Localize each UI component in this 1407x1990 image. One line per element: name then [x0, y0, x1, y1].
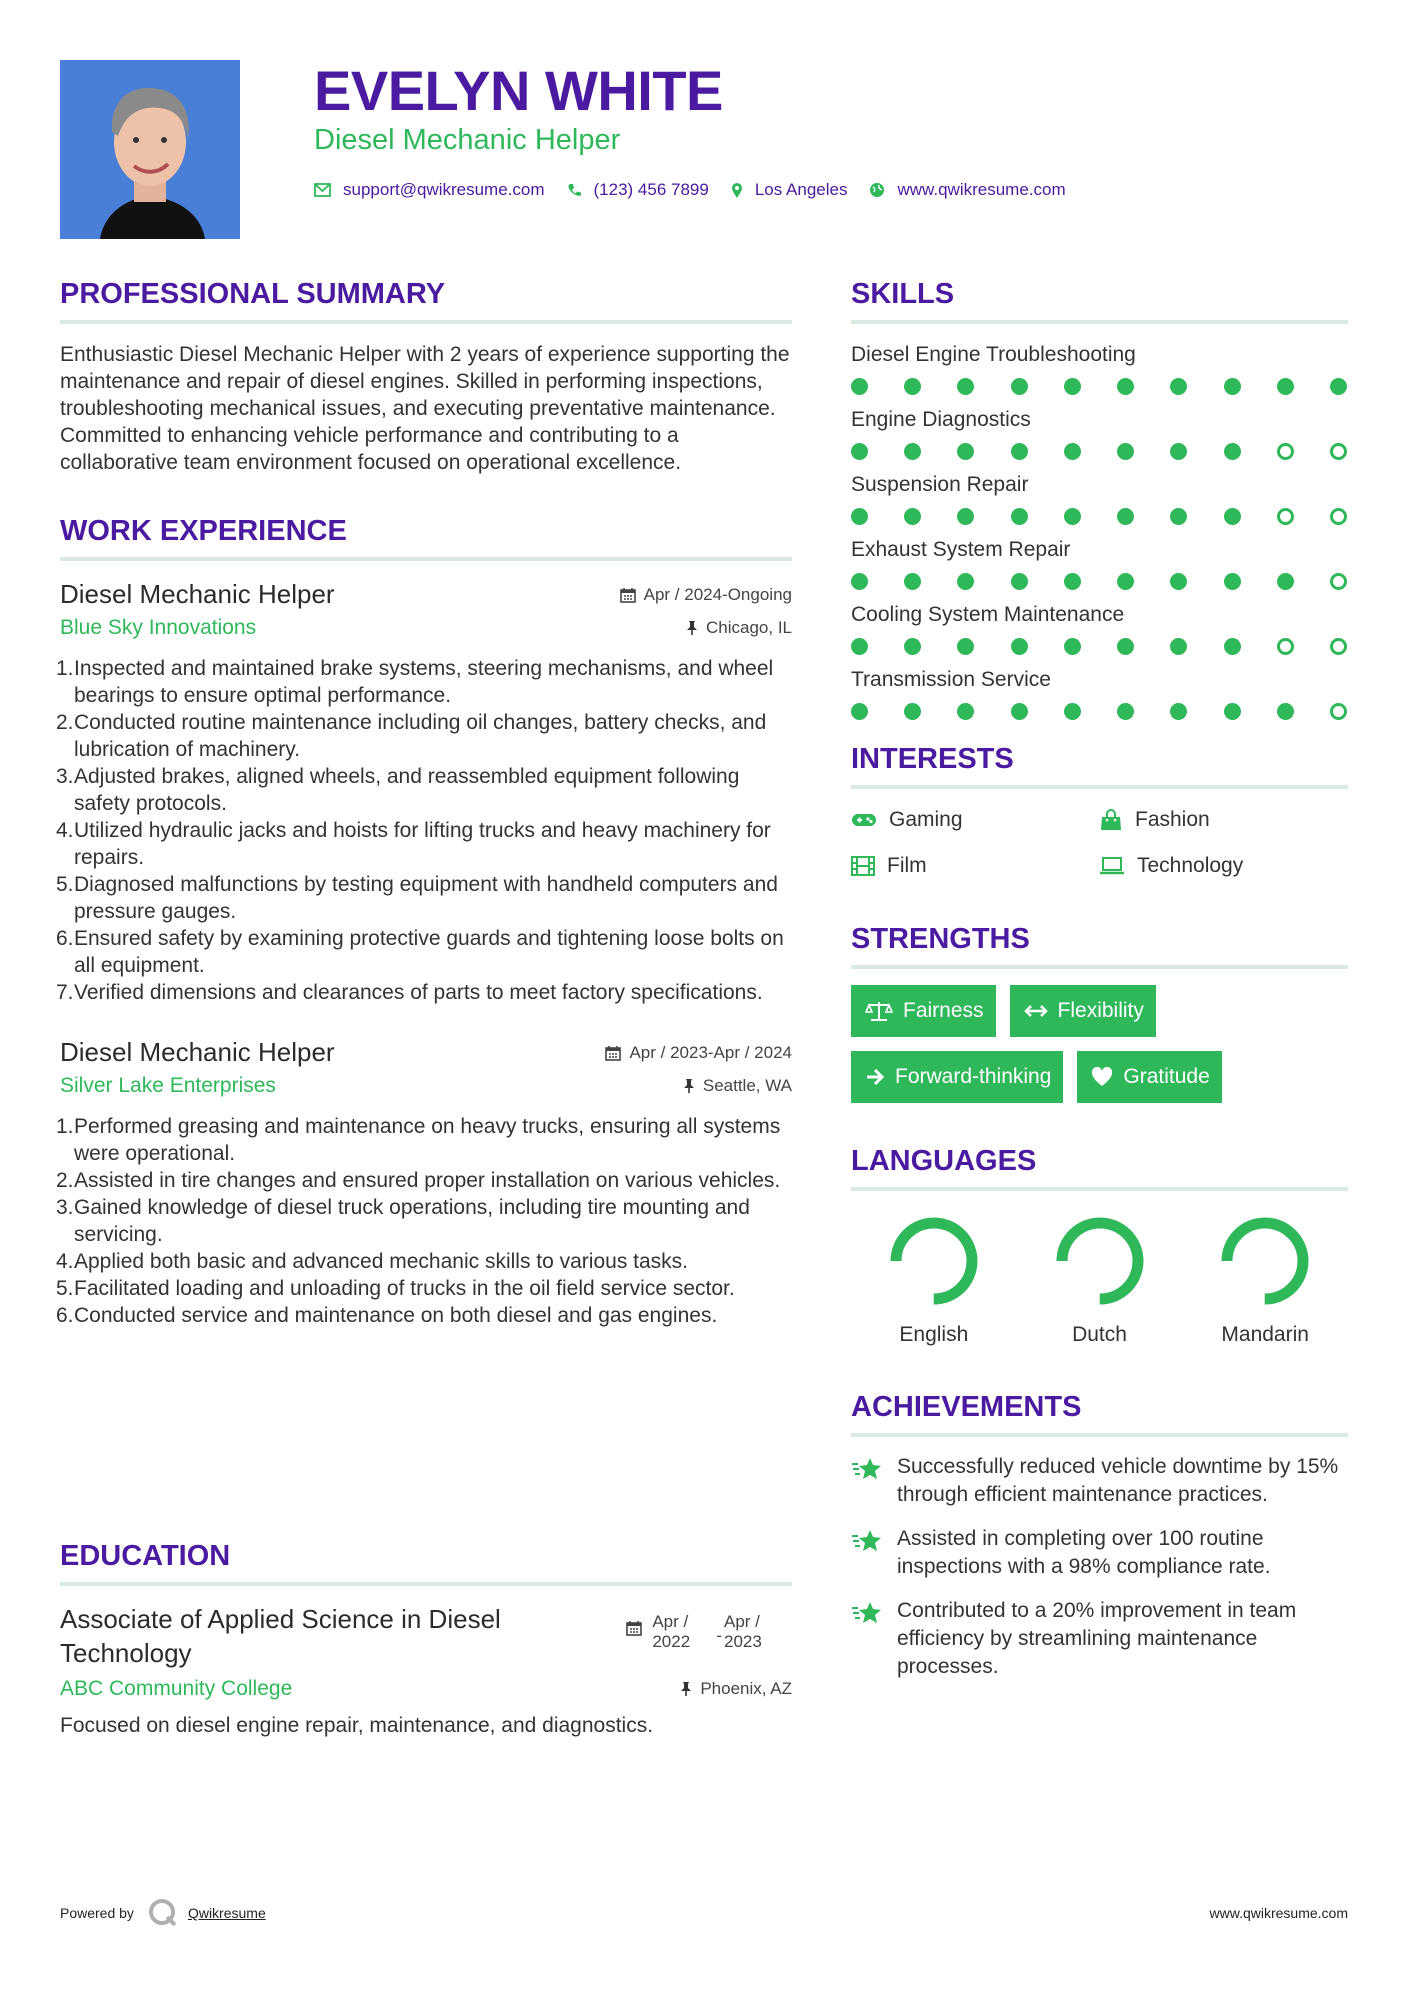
skills-section [851, 276, 1348, 720]
job-title: Diesel Mechanic Helper [60, 579, 335, 609]
list-item: 3. Adjusted brakes, aligned wheels, and reassembled equipment following safety protocols. [56, 765, 740, 815]
strength-tag: Forward-thinking [851, 1051, 1063, 1103]
job-date-text: Apr / 2024-Ongoing [643, 585, 792, 604]
pushpin-icon [680, 1681, 692, 1697]
shooting-star-icon [851, 1455, 883, 1483]
globe-icon [869, 182, 885, 198]
job-location-text: Chicago, IL [706, 618, 792, 637]
rating-dot-filled [957, 378, 974, 395]
gamepad-icon [851, 811, 877, 829]
strengths-section [851, 921, 1348, 1117]
language-item [851, 1213, 1017, 1349]
language-label: Mandarin [1221, 1323, 1309, 1346]
interest-item: Fashion [1099, 806, 1347, 834]
list-item: 3. Gained knowledge of diesel truck operations, including tire mounting and servicing. [56, 1196, 750, 1246]
job-entry [56, 1035, 792, 1329]
strength-tag: Fairness [851, 985, 996, 1037]
rating-dot-filled [1064, 508, 1081, 525]
list-item: 2. Assisted in tire changes and ensured proper installation on various vehicles. [56, 1169, 781, 1192]
rating-dot-filled [851, 508, 868, 525]
section-divider [60, 320, 792, 324]
profile-photo [60, 60, 240, 239]
avatar [60, 60, 240, 239]
powered-by [60, 1898, 266, 1928]
rating-dot-filled [851, 378, 868, 395]
section-divider [60, 557, 792, 561]
rating-dot-filled [1011, 443, 1028, 460]
rating-dot-filled [1170, 378, 1187, 395]
footer [60, 1898, 1348, 1928]
language-progress-ring [886, 1213, 982, 1309]
rating-dot-empty [1277, 443, 1294, 460]
experience-section [56, 513, 792, 1329]
language-progress-ring [1217, 1213, 1313, 1309]
skill-rating [851, 638, 1347, 655]
rating-dot-filled [904, 638, 921, 655]
interest-item: Technology [1099, 852, 1347, 880]
rating-dot-empty [1277, 508, 1294, 525]
powered-by-text: Powered by [60, 1905, 134, 1921]
education-date-start: Apr / 2022 [652, 1612, 691, 1651]
left-column [56, 276, 792, 1737]
rating-dot-filled [957, 443, 974, 460]
interests-heading: INTERESTS [851, 743, 1014, 775]
summary-heading: PROFESSIONAL SUMMARY [60, 278, 446, 310]
list-item: 5. Diagnosed malfunctions by testing equipment with handheld computers and pressure gauges. [56, 873, 778, 923]
section-divider [851, 965, 1348, 969]
achievement-item: Successfully reduced vehicle downtime by 15% through efficient maintenance practices. [851, 1453, 1348, 1509]
rating-dot-filled [904, 573, 921, 590]
section-divider [851, 1187, 1348, 1191]
skill-rating [851, 573, 1347, 590]
skill-rating [851, 378, 1347, 395]
rating-dot-filled [1117, 443, 1134, 460]
rating-dot-filled [851, 573, 868, 590]
interest-item: Film [851, 852, 1099, 880]
rating-dot-filled [957, 638, 974, 655]
education-date [626, 1612, 792, 1670]
rating-dot-filled [851, 703, 868, 720]
rating-dot-filled [1277, 378, 1294, 395]
rating-dot-filled [1064, 378, 1081, 395]
qwikresume-logo-icon [148, 1898, 178, 1928]
education-location [680, 1679, 792, 1699]
email-text: support@qwikresume.com [343, 180, 545, 199]
interests-grid [851, 806, 1348, 880]
languages-list [851, 1213, 1348, 1349]
rating-dot-empty [1330, 638, 1347, 655]
rating-dot-filled [1011, 703, 1028, 720]
job-title: Diesel Mechanic Helper [60, 1037, 335, 1067]
achievement-item: Contributed to a 20% improvement in team efficiency by streamlining maintenance processes. [851, 1597, 1348, 1681]
company-name: Blue Sky Innovations [60, 616, 257, 639]
rating-dot-filled [1224, 443, 1241, 460]
rating-dot-filled [957, 508, 974, 525]
language-level-arc [896, 1223, 972, 1299]
language-level-arc [1227, 1223, 1303, 1299]
rating-dot-filled [1277, 703, 1294, 720]
skill-name: Transmission Service [851, 668, 1051, 691]
list-item: 6. Conducted service and maintenance on both diesel and gas engines. [56, 1304, 718, 1327]
rating-dot-empty [1277, 638, 1294, 655]
language-level-arc [1062, 1223, 1138, 1299]
rating-dot-filled [1170, 638, 1187, 655]
rating-dot-filled [1117, 703, 1134, 720]
rating-dot-filled [904, 508, 921, 525]
list-item: 7. Verified dimensions and clearances of parts to meet factory specifications. [56, 981, 763, 1004]
job-entry [56, 577, 792, 1006]
education-date-end: Apr / 2023 [724, 1612, 762, 1651]
rating-dot-filled [1224, 573, 1241, 590]
list-item: 5. Facilitated loading and unloading of trucks in the oil field service sector. [56, 1277, 735, 1300]
strengths-heading: STRENGTHS [851, 923, 1030, 955]
candidate-name: EVELYN WHITE [314, 59, 723, 122]
rating-dot-filled [851, 443, 868, 460]
education-date-separator: - [716, 1626, 722, 1645]
calendar-icon [626, 1620, 642, 1636]
brand-link[interactable]: Qwikresume [187, 1905, 266, 1921]
languages-section [851, 1143, 1348, 1349]
achievements-section [851, 1389, 1348, 1681]
education-section [60, 1538, 792, 1739]
rating-dot-filled [1224, 703, 1241, 720]
skill-name: Engine Diagnostics [851, 408, 1031, 431]
rating-dot-filled [1117, 378, 1134, 395]
list-item: 6. Ensured safety by examining protective guards and tightening loose bolts on all equipment. [56, 927, 784, 977]
education-description: Focused on diesel engine repair, maintenance, and diagnostics. [60, 1714, 654, 1737]
job-date [620, 585, 792, 605]
language-label: English [899, 1323, 969, 1346]
section-divider [60, 1582, 792, 1586]
rating-dot-filled [1117, 573, 1134, 590]
location-text: Los Angeles [754, 180, 848, 199]
rating-dot-filled [1224, 508, 1241, 525]
map-pin-icon [731, 182, 743, 199]
skills-heading: SKILLS [851, 278, 955, 310]
calendar-icon [605, 1045, 621, 1061]
list-item: 1. Inspected and maintained brake systems, steering mechanisms, and wheel bearings to ensure optimal performance. [56, 657, 774, 707]
job-bullets [56, 1113, 792, 1329]
contact-website[interactable] [869, 178, 1065, 202]
education-location-text: Phoenix, AZ [700, 1679, 792, 1698]
list-item: 4. Utilized hydraulic jacks and hoists for lifting trucks and heavy machinery for repairs. [56, 819, 771, 869]
rating-dot-filled [1224, 378, 1241, 395]
section-divider [851, 320, 1348, 324]
rating-dot-empty [1330, 443, 1347, 460]
job-location [686, 618, 792, 638]
interest-item: Gaming [851, 806, 1099, 834]
rating-dot-filled [1064, 638, 1081, 655]
rating-dot-filled [1224, 638, 1241, 655]
strength-tag: Flexibility [1010, 985, 1156, 1037]
rating-dot-filled [1011, 508, 1028, 525]
school-name: ABC Community College [60, 1677, 293, 1700]
rating-dot-filled [904, 443, 921, 460]
rating-dot-filled [1170, 703, 1187, 720]
rating-dot-filled [1170, 573, 1187, 590]
skill-rating [851, 703, 1347, 720]
film-icon [851, 856, 875, 876]
skill-name: Cooling System Maintenance [851, 603, 1125, 626]
degree-title: Associate of Applied Science in Diesel Technology [60, 1604, 501, 1668]
shooting-star-icon [851, 1599, 883, 1627]
rating-dot-empty [1330, 573, 1347, 590]
education-heading: EDUCATION [60, 1540, 231, 1572]
rating-dot-filled [957, 703, 974, 720]
skill-name: Diesel Engine Troubleshooting [851, 343, 1136, 366]
calendar-icon [620, 587, 636, 603]
shopping-bag-icon [1099, 809, 1123, 831]
language-item [1182, 1213, 1348, 1349]
skill-rating [851, 443, 1347, 460]
shooting-star-icon [851, 1527, 883, 1555]
rating-dot-filled [957, 573, 974, 590]
contact-location [731, 178, 848, 202]
language-progress-ring [1052, 1213, 1148, 1309]
strength-tag: Gratitude [1077, 1051, 1221, 1103]
candidate-title: Diesel Mechanic Helper [314, 124, 621, 156]
summary-text: Enthusiastic Diesel Mechanic Helper with 2 years of experience supporting the maintenance and repair of diesel engines. Skilled in performing inspections, troubleshooting mechanical issues, and executing preventative maintenance. Committed to enhancing vehicle performance and contributing to a collaborative team environment focused on operational excellence. [60, 343, 790, 474]
laptop-icon [1099, 857, 1125, 875]
arrow-right-icon [865, 1068, 885, 1086]
rating-dot-filled [1330, 378, 1347, 395]
rating-dot-filled [1170, 443, 1187, 460]
pushpin-icon [686, 620, 698, 636]
rating-dot-filled [1277, 573, 1294, 590]
section-divider [851, 1433, 1348, 1437]
skill-name: Suspension Repair [851, 473, 1029, 496]
website-text: www.qwikresume.com [897, 180, 1066, 199]
job-date-text: Apr / 2023-Apr / 2024 [629, 1043, 792, 1062]
contact-phone[interactable] [567, 178, 709, 202]
rating-dot-filled [1064, 573, 1081, 590]
strengths-tags [851, 985, 1348, 1117]
language-item [1017, 1213, 1183, 1349]
rating-dot-filled [1170, 508, 1187, 525]
job-date [605, 1043, 792, 1063]
arrows-horizontal-icon [1024, 1004, 1048, 1018]
job-bullets [56, 655, 792, 1006]
footer-website[interactable]: www.qwikresume.com [1209, 1905, 1348, 1921]
skill-name: Exhaust System Repair [851, 538, 1071, 561]
rating-dot-filled [1064, 703, 1081, 720]
rating-dot-filled [1011, 638, 1028, 655]
phone-icon [567, 183, 582, 198]
contact-bar [314, 178, 1088, 202]
rating-dot-filled [904, 378, 921, 395]
list-item: 1. Performed greasing and maintenance on heavy trucks, ensuring all systems were operational. [56, 1115, 781, 1165]
rating-dot-filled [851, 638, 868, 655]
rating-dot-empty [1330, 508, 1347, 525]
achievement-item: Assisted in completing over 100 routine inspections with a 98% compliance rate. [851, 1525, 1348, 1581]
experience-heading: WORK EXPERIENCE [60, 515, 347, 547]
job-location [683, 1076, 792, 1096]
job-location-text: Seattle, WA [702, 1076, 792, 1095]
summary-section [60, 276, 792, 476]
phone-text: (123) 456 7899 [593, 180, 709, 199]
list-item: 2. Conducted routine maintenance including oil changes, battery checks, and lubrication of machinery. [56, 711, 767, 761]
languages-heading: LANGUAGES [851, 1145, 1037, 1177]
contact-email[interactable] [314, 178, 545, 202]
rating-dot-filled [904, 703, 921, 720]
section-divider [851, 785, 1348, 789]
achievements-heading: ACHIEVEMENTS [851, 1391, 1082, 1423]
language-label: Dutch [1072, 1323, 1127, 1346]
rating-dot-empty [1330, 703, 1347, 720]
interests-section [851, 741, 1348, 880]
envelope-icon [314, 183, 331, 197]
scale-icon [865, 1000, 893, 1022]
skill-rating [851, 508, 1347, 525]
rating-dot-filled [1117, 638, 1134, 655]
list-item: 4. Applied both basic and advanced mechanic skills to various tasks. [56, 1250, 689, 1273]
rating-dot-filled [1011, 573, 1028, 590]
rating-dot-filled [1011, 378, 1028, 395]
heart-icon [1091, 1067, 1113, 1087]
skills-list [851, 341, 1348, 720]
rating-dot-filled [1117, 508, 1134, 525]
company-name: Silver Lake Enterprises [60, 1074, 276, 1097]
rating-dot-filled [1064, 443, 1081, 460]
right-column [851, 276, 1348, 1697]
achievements-list [851, 1453, 1348, 1681]
pushpin-icon [683, 1078, 695, 1094]
